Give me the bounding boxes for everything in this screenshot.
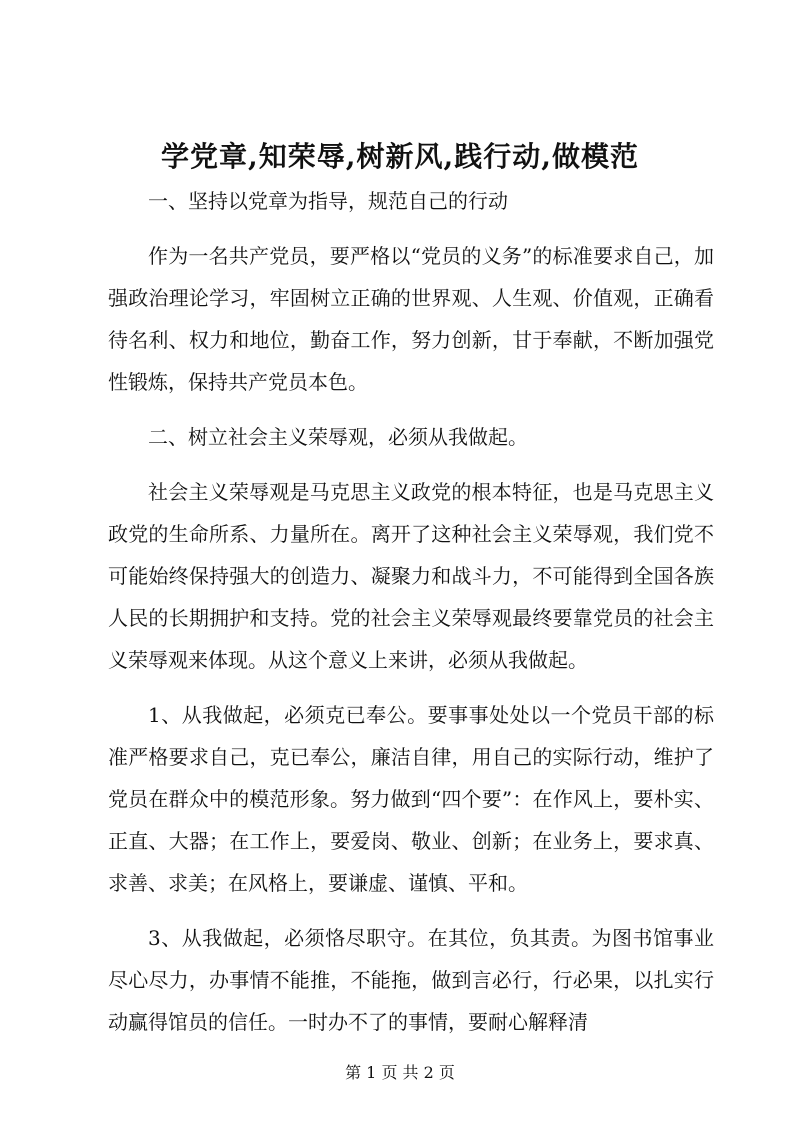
paragraph: 社会主义荣辱观是马克思主义政党的根本特征，也是马克思主义政党的生命所系、力量所在。离开了这种社会主义荣辱观，我们党不可能始终保持强大的创造力、凝聚力和战斗力，不可能得到全国各族人民的长期拥护和支持。党的社会主义荣辱观最终要靠党员的社会主义荣辱观来体现。从这个意义上来讲，必须从我做起。 — [108, 480, 714, 672]
paragraph: 1、从我做起，必须克已奉公。要事事处处以一个党员干部的标准严格要求自己，克已奉公，廉洁自律，用自己的实际行动，维护了党员在群众中的模范形象。努力做到“四个要”：在作风上，要朴实、正直、大器；在工作上，要爱岗、敬业、创新；在业务上，要求真、求善、求美；在风格上，要谦虚、谨慎、平和。 — [108, 703, 714, 895]
document-body — [108, 180, 714, 1056]
section-heading-1: 一、坚持以党章为指导，规范自己的行动 — [148, 189, 508, 213]
paragraph: 作为一名共产党员，要严格以“党员的义务”的标准要求自己，加强政治理论学习，牢固树立正确的世界观、人生观、价值观，正确看待名利、权力和地位，勤奋工作，努力创新，甘于奉献，不断加强党性锻炼，保持共产党员本色。 — [108, 244, 714, 394]
document-title: 学党章,知荣辱,树新风,践行动,做模范 — [161, 140, 639, 173]
page-number-footer: 第 1 页 共 2 页 — [345, 1063, 455, 1082]
paragraph: 3、从我做起，必须恪尽职守。在其位，负其责。为图书馆事业尽心尽力，办事情不能推，不能拖，做到言必行，行必果，以扎实行动赢得馆员的信任。一时办不了的事情，要耐心解释清 — [108, 926, 714, 1034]
section-heading-2: 二、树立社会主义荣辱观，必须从我做起。 — [148, 425, 528, 449]
